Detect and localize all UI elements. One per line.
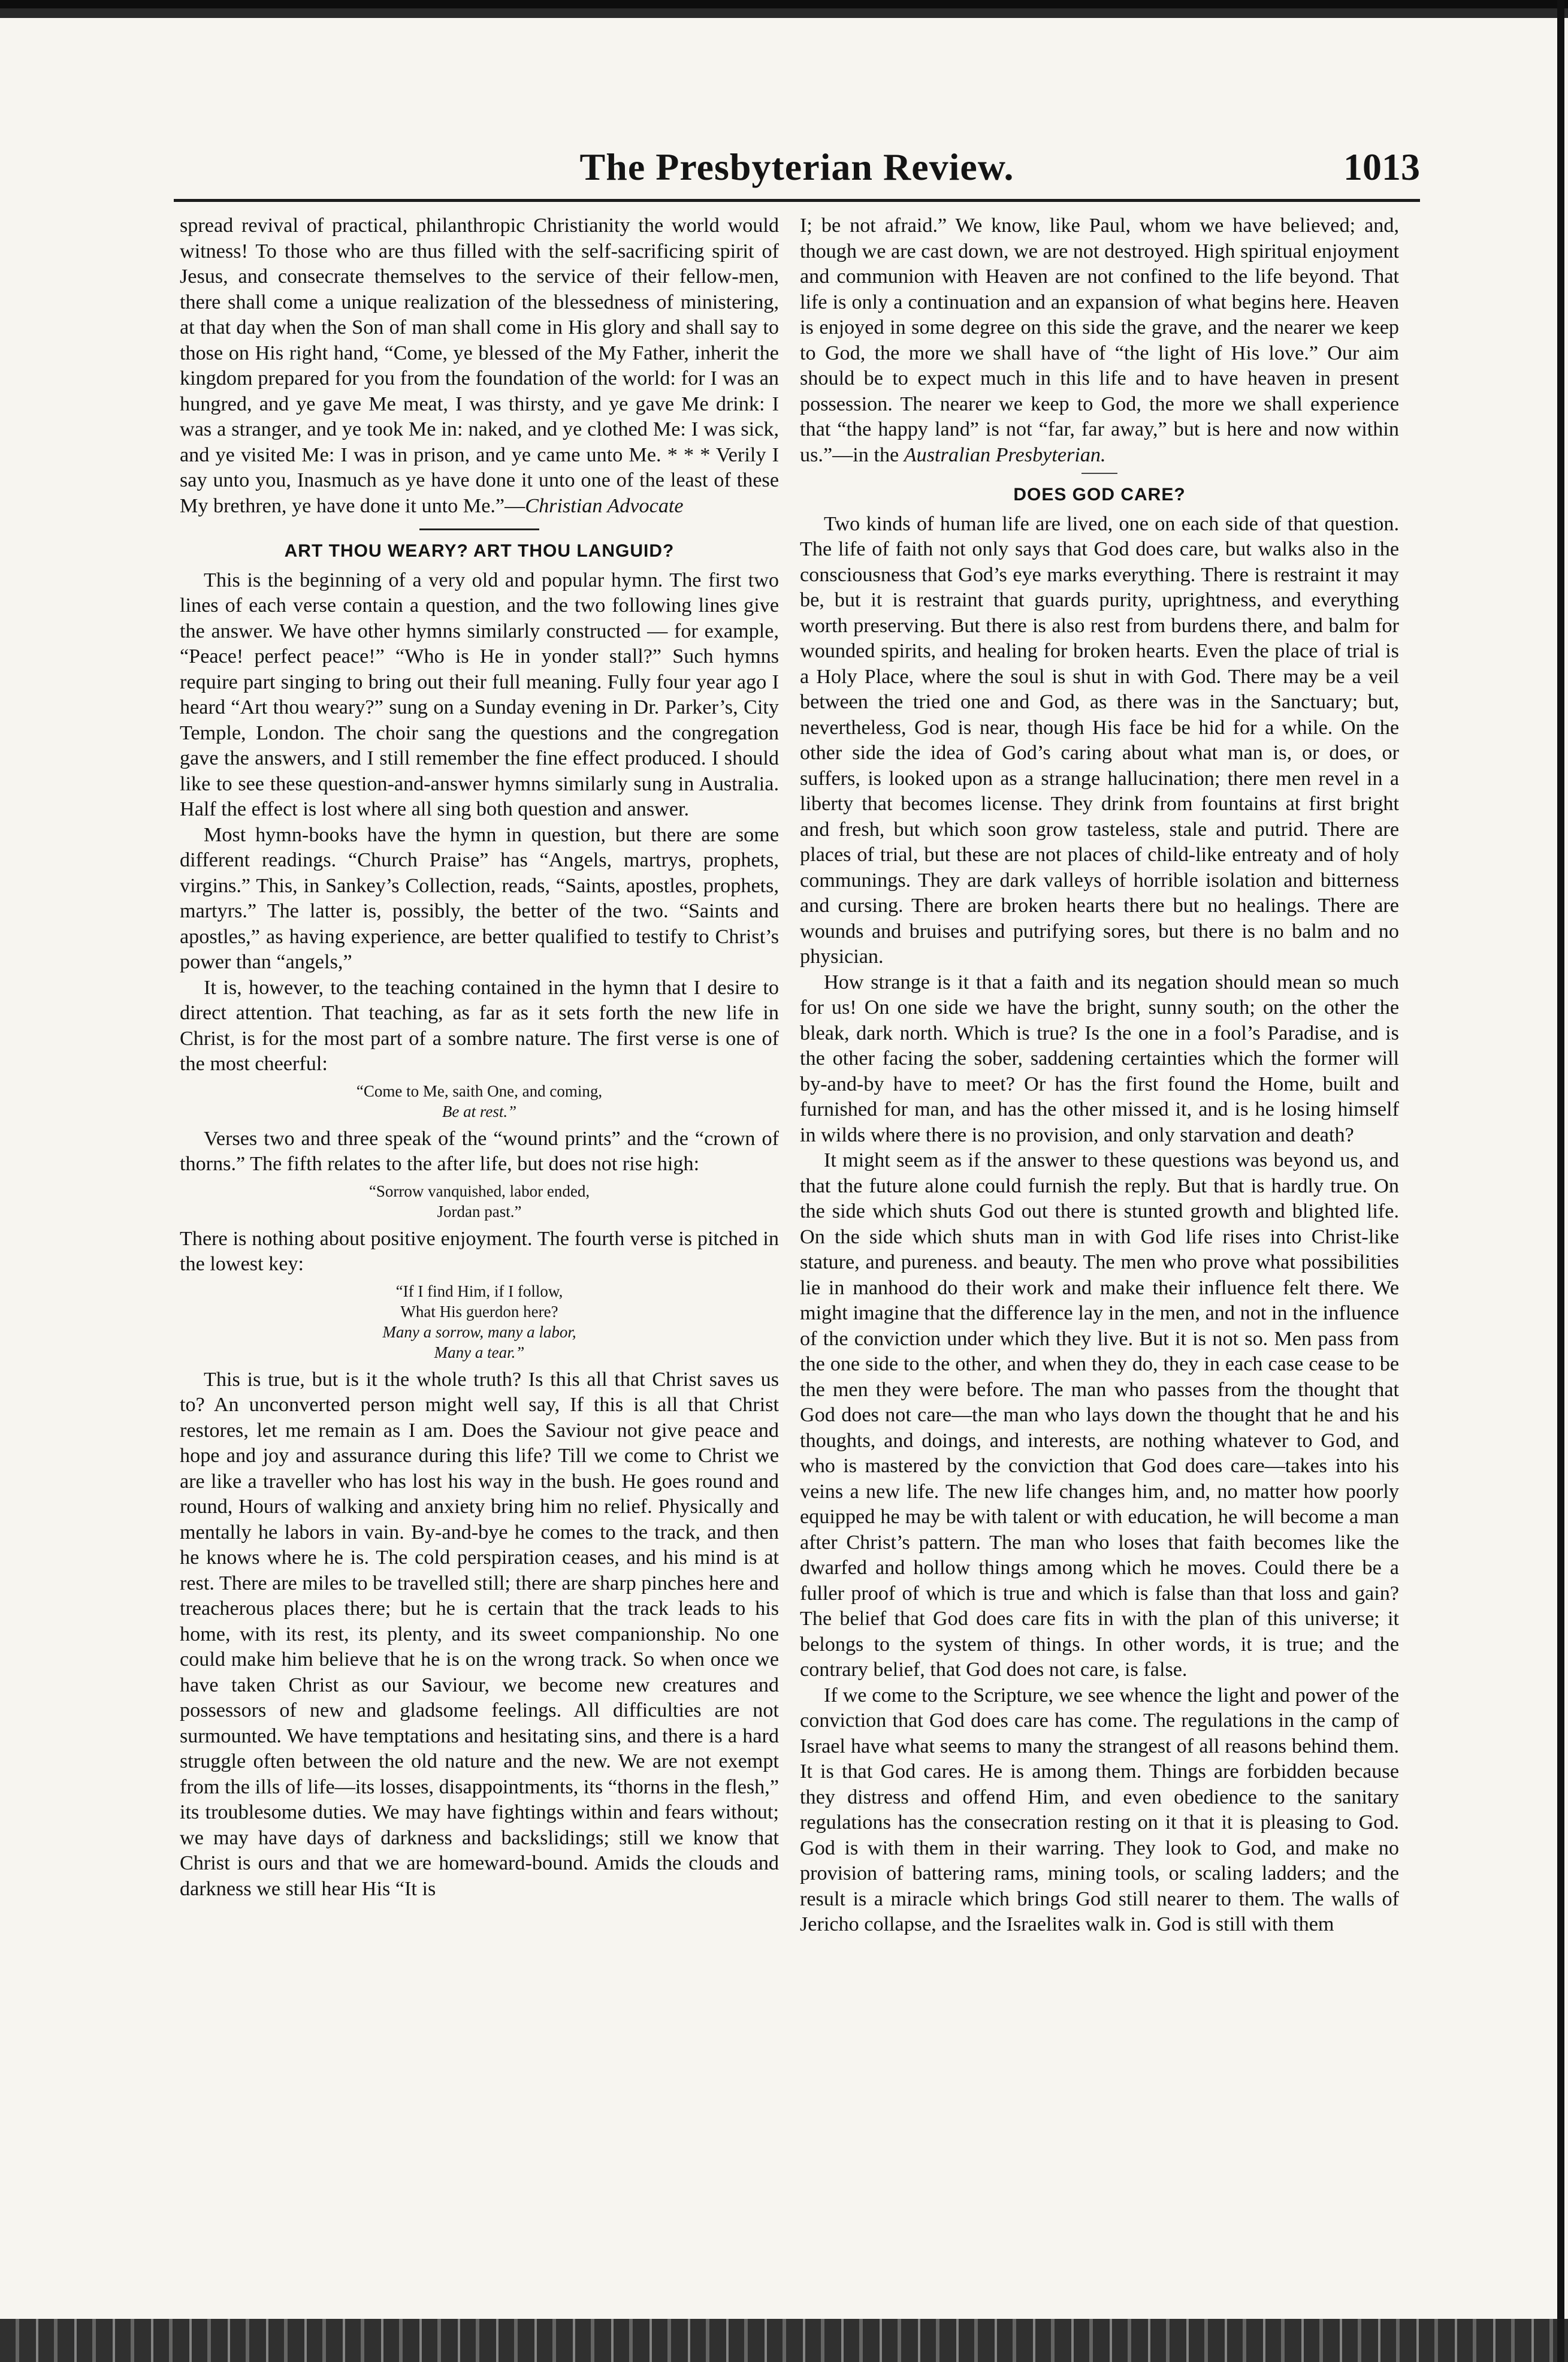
page-number: 1013 <box>1343 146 1420 188</box>
paragraph: How strange is it that a faith and its negation should mean so much for us! On one side we have the bright, sunny south; on the other the bleak, dark north. Which is true? Is the one in a fool’s Paradise, and is the other facing the sober, saddening certainties which the former will by-and-by have to meet? Or has the first found the Home, built and furnished for man, and has the other missed it, and is he losing himself in wilds where there is no provision, and only starvation and death? <box>800 971 1399 1146</box>
verse-line: Be at rest.” <box>442 1102 517 1120</box>
scan-edge-top <box>0 0 1568 35</box>
paragraph: It might seem as if the answer to these questions was beyond us, and that the future alone could furnish the reply. But that is hardly true. On the side which shuts God out there is stunted growth and blighted life. On the side which shuts man in with God life rises into Christ-like stature, and pureness. and beauty. The men who prove what possibilities lie in manhood do their work and make their influence felt there. We might imagine that the difference lay in the men, and not in the influence of the conviction under which they live. But it is not so. Men pass from the one side to the other, and when they do, they in each case cease to be the men they were before. The man who passes from the thought that God does not care—the man who lays down the thought that he and his thoughts, and doings, and interests, are nothing whatever to God, and who is mastered by the conviction that God does care—takes into his veins a new life. The new life changes him, and, no matter how poorly equipped he may be with talent or with education, he will become a man after Christ’s pattern. The man who loses that faith becomes like the dwarfed and hollow things among which he moves. Could there be a fuller proof of which is true and which is false than that loss and gain? The belief that God does care fits in with the plan of this universe; it belongs to the system of things. In other words, it is true; and the contrary belief, that God does not care, is false. <box>800 1149 1399 1681</box>
verse-line: Many a tear.” <box>434 1343 525 1361</box>
verse-line: “If I find Him, if I follow, <box>395 1282 563 1300</box>
paragraph: There is nothing about positive enjoyment. The fourth verse is pitched in the lowest key: <box>180 1227 779 1275</box>
paragraph: This is the beginning of a very old and popular hymn. The first two lines of each verse contain a question, and the two following lines give the answer. We have other hymns similarly constructed — for example, “Peace! perfect peace!” “Who is He in yonder stall?” Such hymns require part singing to bring out their full meaning. Fully four year ago I heard “Art thou weary?” sung on a Sunday evening in Dr. Parker’s, City Temple, London. The choir sang the questions and the congregation gave the answers, and I still remember the fine effect produced. I should like to see these question-and-answer hymns similarly sung in Australia. Half the effect is lost where all sing both question and answer. <box>180 569 779 820</box>
left-column <box>180 213 779 2275</box>
intro-source: Christian Advocate <box>525 494 684 517</box>
continued-paragraph <box>800 213 1399 468</box>
article-heading-weary: ART THOU WEARY? ART THOU LANGUID? <box>284 541 675 561</box>
verse-line: What His guerdon here? <box>400 1302 558 1321</box>
page-header <box>174 141 1420 195</box>
scan-edge-bottom <box>0 2319 1568 2362</box>
verse-line: Jordan past.” <box>437 1202 522 1221</box>
paragraph: Most hymn-books have the hymn in question, but there are some different readings. “Church Praise” has “Angels, martrys, prophets, virgins.” This, in Sankey’s Collection, reads, “Saints, apostles, prophets, martyrs.” The latter is, possibly, the better of the two. “Saints and apostles,” as having experience, are better qualified to testify to Christ’s power than “angels,” <box>180 823 779 973</box>
intro-paragraph <box>180 213 779 519</box>
header-rule <box>174 199 1420 202</box>
continued-text: I; be not afraid.” We know, like Paul, whom we have believed; and, though we are cast down, we are not destroyed. High spiritual enjoyment and communion with Heaven are not confined to the life beyond. That life is only a continuation and an expansion of what begins here. Heaven is enjoyed in some degree on this side the grave, and the nearer we keep to God, the more we shall have of “the light of His love.” Our aim should be to expect much in this life and to have heaven in present possession. The nearer we keep to God, the more we shall experience that “the happy land” is not “far, far away,” but is here and now within us.”—in the <box>800 215 1399 466</box>
paragraph: It is, however, to the teaching contained in the hymn that I desire to direct attention. That teaching, as far as it sets forth the new life in Christ, is for the most part of a sombre nature. The first verse is one of the most cheerful: <box>180 976 779 1075</box>
verse-quote <box>180 1081 779 1122</box>
verse-quote <box>180 1281 779 1363</box>
paragraph: This is true, but is it the whole truth? Is this all that Christ saves us to? An unconverted person might well say, If this is all that Christ restores, let me remain as I am. Does the Saviour not give peace and hope and joy and assurance during this life? Till we come to Christ we are like a traveller who has lost his way in the bush. He goes round and round, Hours of walking and anxiety bring him no relief. Physically and mentally he labors in vain. By-and-bye he comes to the track, and then he knows where he is. The cold perspiration ceases, and his mind is at rest. There are miles to be travelled still; there are sharp pinches here and treacherous places there; but he is certain that the track leads to his home, with its rest, its plenty, and its sweet companionship. No one could make him believe that he is on the wrong track. So when once we have taken Christ as our Saviour, we become new creatures and possessors of new and gladsome feelings. All difficulties are not surmounted. We have temptations and hesitating sins, and there is a hard struggle often between the old nature and the new. We are not exempt from the ills of life—its losses, disappointments, its “thorns in the flesh,” its troublesome duties. We may have fightings within and fears without; we may have days of darkness and backslidings; still we know that Christ is ours and that we are homeward-bound. Amids the clouds and darkness we still hear His “It is <box>180 1368 779 1900</box>
right-column <box>800 213 1399 2275</box>
paragraph: Two kinds of human life are lived, one on each side of that question. The life of faith not only says that God does care, but walks also in the consciousness that God’s eye marks everything. There is restraint it may be, but it is restraint that guards purity, uprightness, and everything worth preserving. But there is also rest from burdens there, and balm for wounded spirits, and healing for broken hearts. Even the place of trial is a Holy Place, where the soul is shut in with God. There may be a veil between the tried one and God, as there was in the Sanctuary; but, nevertheless, God is near, though His face be hid for a while. On the other side the idea of God’s caring about what man is, or does, or suffers, is looked upon as a strange hallucination; there men revel in a liberty that becomes license. They drink from fountains at first bright and fresh, but which soon grow tasteless, stale and putrid. There are places of trial, but these are not places of child-like entreaty and of holy communings. They are dark valleys of horrible isolation and bitterness and cursing. There are broken hearts there but no healings. There are wounds and bruises and putrifying sores, but there is no balm and no physician. <box>800 512 1399 968</box>
verse-line: “Come to Me, saith One, and coming, <box>356 1082 603 1100</box>
continued-source: Australian Presbyterian. <box>904 443 1106 466</box>
paragraph: Verses two and three speak of the “wound prints” and the “crown of thorns.” The fifth relates to the after life, but does not rise high: <box>180 1127 779 1175</box>
verse-quote <box>180 1181 779 1222</box>
article-heading-god-care: DOES GOD CARE? <box>1013 485 1186 505</box>
intro-text: spread revival of practical, philanthropic Christianity the world would witness! To those who are thus filled with the self-sacrificing spirit of Jesus, and consecrate themselves to the service of their fellow-men, there shall come a unique realization of the blessedness of ministering, at that day when the Son of man shall come in His glory and shall say to those on His right hand, “Come, ye blessed of the My Father, inherit the kingdom prepared for you from the foundation of the world: for I was an hungred, and ye gave Me meat, I was thirsty, and ye gave Me drink: I was a stranger, and ye took Me in: naked, and ye clothed Me: I was sick, and ye visited Me: I was in prison, and ye came unto Me. * * * Verily I say unto you, Inasmuch as ye have done it unto one of the least of these My brethren, ye have done it unto Me.”— <box>180 215 779 517</box>
scan-edge-right <box>1552 0 1568 2362</box>
paragraph: If we come to the Scripture, we see whence the light and power of the conviction that God does care has come. The regulations in the camp of Israel have what seems to many the strangest of all reasons behind them. It is that God cares. He is among them. Things are forbidden because they distress and offend Him, and even obedience to the sanitary regulations has the consecration resting on it that it is pleasing to God. God is with them in their warring. They look to God, and make no provision of battering rams, mining tools, or scaling ladders; and the result is a miracle which brings God still nearer to them. The walls of Jericho collapse, and the Israelites walk in. God is still with them <box>800 1684 1399 1935</box>
verse-line: “Sorrow vanquished, labor ended, <box>368 1182 590 1200</box>
section-rule <box>1081 473 1117 474</box>
verse-line: Many a sorrow, many a labor, <box>382 1322 576 1341</box>
section-rule <box>419 528 539 530</box>
running-title: The Presbyterian Review. <box>579 146 1014 188</box>
